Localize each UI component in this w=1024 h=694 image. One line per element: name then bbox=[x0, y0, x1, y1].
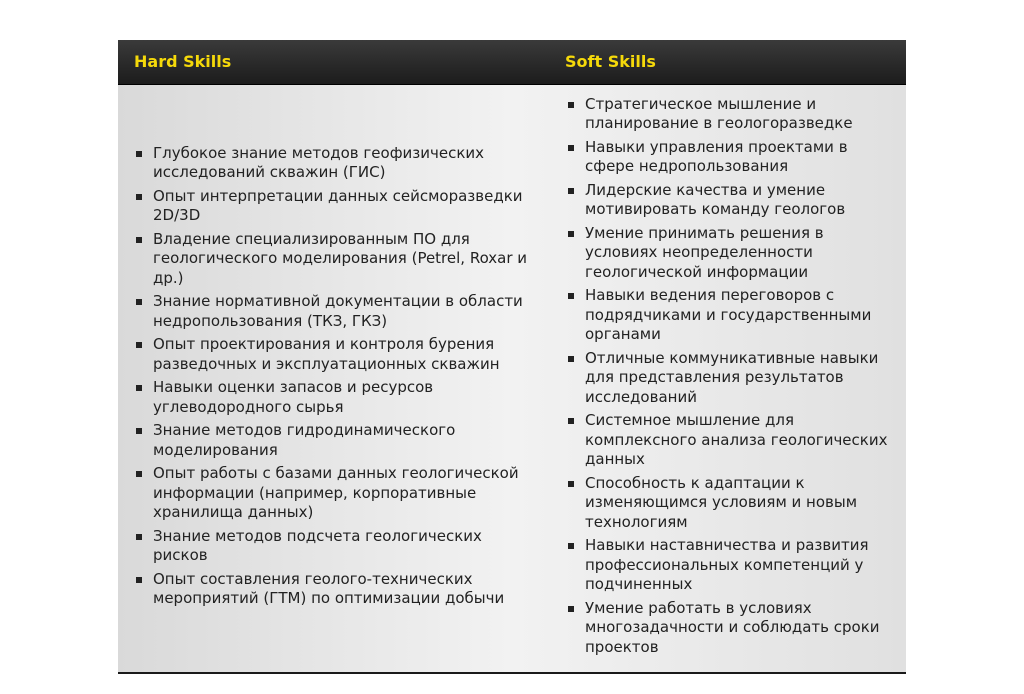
bullet-icon bbox=[136, 237, 142, 243]
bullet-icon bbox=[568, 356, 574, 362]
list-item: Умение принимать решения в условиях неопределенности геологической информации bbox=[548, 224, 906, 283]
list-item: Стратегическое мышление и планирование в геологоразведке bbox=[548, 95, 906, 134]
bullet-icon bbox=[136, 534, 142, 540]
bullet-icon bbox=[136, 428, 142, 434]
list-item: Умение работать в условиях многозадачности и соблюдать сроки проектов bbox=[548, 599, 906, 658]
soft-skills-column bbox=[548, 84, 906, 672]
list-item: Владение специализированным ПО для геологического моделирования (Petrel, Roxar и др.) bbox=[118, 230, 548, 289]
list-item: Системное мышление для комплексного анализа геологических данных bbox=[548, 411, 906, 470]
list-item: Лидерские качества и умение мотивировать команду геологов bbox=[548, 181, 906, 220]
list-item: Опыт работы с базами данных геологической информации (например, корпоративные хранилища данных) bbox=[118, 464, 548, 523]
bullet-icon bbox=[568, 606, 574, 612]
list-item: Способность к адаптации к изменяющимся условиям и новым технологиям bbox=[548, 474, 906, 533]
bullet-icon bbox=[136, 471, 142, 477]
bullet-icon bbox=[568, 102, 574, 108]
list-item: Отличные коммуникативные навыки для представления результатов исследований bbox=[548, 349, 906, 408]
bullet-icon bbox=[136, 299, 142, 305]
list-item: Опыт интерпретации данных сейсморазведки 2D/3D bbox=[118, 187, 548, 226]
list-item: Знание нормативной документации в области недропользования (ТКЗ, ГКЗ) bbox=[118, 292, 548, 331]
list-item: Знание методов подсчета геологических рисков bbox=[118, 527, 548, 566]
bullet-icon bbox=[568, 188, 574, 194]
bullet-icon bbox=[568, 293, 574, 299]
list-item: Навыки управления проектами в сфере недропользования bbox=[548, 138, 906, 177]
list-item: Глубокое знание методов геофизических исследований скважин (ГИС) bbox=[118, 144, 548, 183]
bullet-icon bbox=[136, 342, 142, 348]
bullet-icon bbox=[136, 577, 142, 583]
hard-skills-column bbox=[118, 84, 548, 672]
table-header bbox=[118, 40, 906, 85]
list-item: Навыки ведения переговоров с подрядчиками и государственными органами bbox=[548, 286, 906, 345]
bullet-icon bbox=[136, 151, 142, 157]
soft-skills-header: Soft Skills bbox=[565, 52, 656, 71]
hard-skills-list bbox=[118, 144, 548, 613]
bullet-icon bbox=[136, 385, 142, 391]
bullet-icon bbox=[136, 194, 142, 200]
bullet-icon bbox=[568, 481, 574, 487]
bullet-icon bbox=[568, 543, 574, 549]
list-item: Навыки наставничества и развития профессиональных компетенций у подчиненных bbox=[548, 536, 906, 595]
list-item: Навыки оценки запасов и ресурсов углеводородного сырья bbox=[118, 378, 548, 417]
hard-skills-header: Hard Skills bbox=[134, 52, 232, 71]
bullet-icon bbox=[568, 231, 574, 237]
bullet-icon bbox=[568, 145, 574, 151]
list-item: Знание методов гидродинамического моделирования bbox=[118, 421, 548, 460]
list-item: Опыт составления геолого-технических мероприятий (ГТМ) по оптимизации добычи bbox=[118, 570, 548, 609]
bullet-icon bbox=[568, 418, 574, 424]
soft-skills-list bbox=[548, 95, 906, 662]
skills-table bbox=[118, 40, 906, 674]
list-item: Опыт проектирования и контроля бурения разведочных и эксплуатационных скважин bbox=[118, 335, 548, 374]
